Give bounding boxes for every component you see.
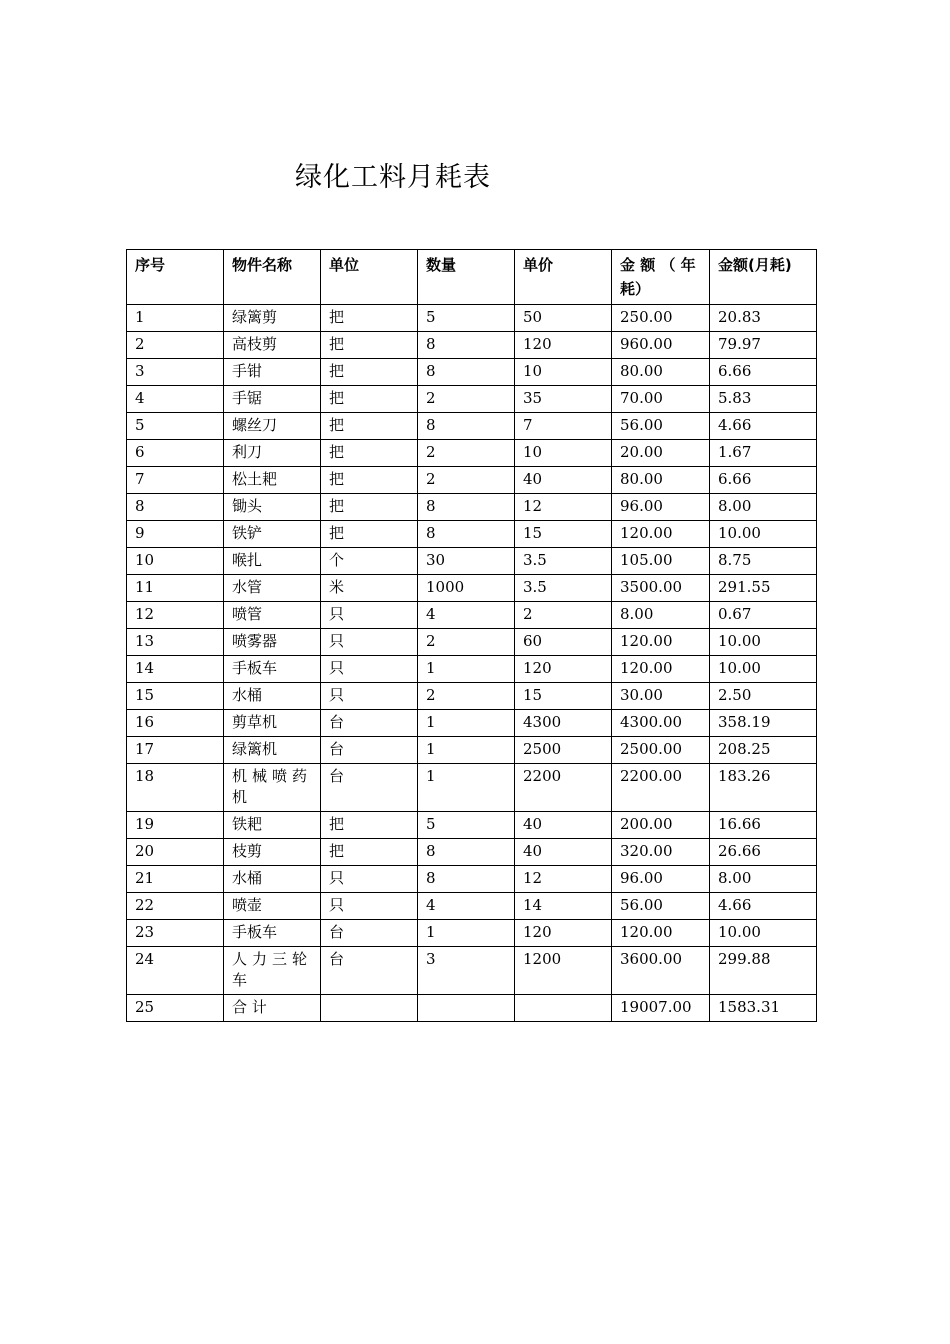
cell-serial: 24 [127,947,224,995]
cell-quantity: 1 [418,737,515,764]
cell-unit-price: 2200 [515,764,612,812]
cell-annual-amount: 3500.00 [612,575,710,602]
cell-unit: 台 [321,920,418,947]
cell-monthly-amount: 4.66 [710,893,817,920]
cell-unit-price: 40 [515,839,612,866]
cell-monthly-amount: 2.50 [710,683,817,710]
cell-serial: 6 [127,440,224,467]
cell-item-name: 铁耙 [224,812,321,839]
table-row [127,629,817,656]
cell-item-name: 锄头 [224,494,321,521]
cell-monthly-amount: 10.00 [710,920,817,947]
cell-unit: 台 [321,947,418,995]
cell-unit: 把 [321,359,418,386]
cell-quantity: 8 [418,521,515,548]
cell-quantity: 1 [418,920,515,947]
cell-quantity: 1 [418,656,515,683]
cell-monthly-amount: 6.66 [710,359,817,386]
cell-quantity: 5 [418,812,515,839]
cell-serial: 15 [127,683,224,710]
table-row [127,305,817,332]
cell-quantity: 3 [418,947,515,995]
cell-serial: 21 [127,866,224,893]
cell-serial: 25 [127,995,224,1022]
cell-item-name: 利刀 [224,440,321,467]
cell-unit: 把 [321,521,418,548]
table-row [127,521,817,548]
header-monthly-amount: 金额(月耗) [710,250,817,305]
cell-item-name: 水管 [224,575,321,602]
cell-serial: 8 [127,494,224,521]
cell-unit: 把 [321,332,418,359]
cell-unit-price: 15 [515,683,612,710]
cell-quantity: 8 [418,332,515,359]
table-row [127,440,817,467]
header-serial: 序号 [127,250,224,305]
cell-monthly-amount: 79.97 [710,332,817,359]
cell-unit: 把 [321,467,418,494]
cell-serial: 1 [127,305,224,332]
cell-serial: 18 [127,764,224,812]
cell-quantity: 8 [418,866,515,893]
cell-item-name: 手板车 [224,656,321,683]
table-row [127,413,817,440]
cell-quantity: 2 [418,629,515,656]
cell-serial: 5 [127,413,224,440]
cell-serial: 13 [127,629,224,656]
cell-serial: 14 [127,656,224,683]
cell-annual-amount: 80.00 [612,467,710,494]
cell-monthly-amount: 4.66 [710,413,817,440]
cell-unit-price: 2500 [515,737,612,764]
cell-item-name: 螺丝刀 [224,413,321,440]
cell-quantity: 4 [418,602,515,629]
header-annual-amount: 金 额 （ 年耗） [612,250,710,305]
cell-unit-price: 1200 [515,947,612,995]
table-row [127,920,817,947]
cell-item-name: 高枝剪 [224,332,321,359]
cell-annual-amount: 320.00 [612,839,710,866]
cell-unit-price: 40 [515,467,612,494]
cell-item-name: 水桶 [224,683,321,710]
cell-unit-price: 10 [515,359,612,386]
table-row [127,737,817,764]
cell-unit-price: 12 [515,494,612,521]
cell-quantity: 8 [418,839,515,866]
cell-monthly-amount: 183.26 [710,764,817,812]
cell-annual-amount: 96.00 [612,866,710,893]
material-consumption-table [126,249,817,1022]
cell-quantity [418,995,515,1022]
cell-serial: 11 [127,575,224,602]
cell-unit: 把 [321,413,418,440]
cell-quantity: 8 [418,413,515,440]
cell-quantity: 2 [418,683,515,710]
cell-serial: 17 [127,737,224,764]
cell-unit-price: 60 [515,629,612,656]
cell-monthly-amount: 5.83 [710,386,817,413]
cell-item-name: 机械喷药机 [224,764,321,812]
cell-unit-price: 120 [515,332,612,359]
cell-quantity: 2 [418,386,515,413]
table-row [127,812,817,839]
cell-serial: 23 [127,920,224,947]
cell-quantity: 1 [418,764,515,812]
cell-unit: 把 [321,812,418,839]
table-row [127,386,817,413]
table-row [127,332,817,359]
header-quantity: 数量 [418,250,515,305]
cell-annual-amount: 120.00 [612,920,710,947]
cell-unit: 只 [321,629,418,656]
cell-unit: 台 [321,710,418,737]
cell-unit-price: 3.5 [515,548,612,575]
cell-unit-price: 7 [515,413,612,440]
cell-monthly-amount: 291.55 [710,575,817,602]
cell-annual-amount: 2500.00 [612,737,710,764]
cell-annual-amount: 120.00 [612,521,710,548]
cell-monthly-amount: 26.66 [710,839,817,866]
cell-quantity: 2 [418,467,515,494]
cell-item-name: 水桶 [224,866,321,893]
cell-unit-price: 35 [515,386,612,413]
cell-monthly-amount: 16.66 [710,812,817,839]
cell-item-name: 人力三轮车 [224,947,321,995]
header-item-name: 物件名称 [224,250,321,305]
cell-annual-amount: 250.00 [612,305,710,332]
cell-annual-amount: 96.00 [612,494,710,521]
cell-annual-amount: 960.00 [612,332,710,359]
cell-unit: 米 [321,575,418,602]
cell-monthly-amount: 1.67 [710,440,817,467]
table-row [127,683,817,710]
cell-item-name: 手板车 [224,920,321,947]
cell-annual-amount: 80.00 [612,359,710,386]
cell-annual-amount: 56.00 [612,893,710,920]
cell-item-name: 松土耙 [224,467,321,494]
cell-monthly-amount: 299.88 [710,947,817,995]
cell-quantity: 2 [418,440,515,467]
cell-monthly-amount: 20.83 [710,305,817,332]
cell-unit: 只 [321,866,418,893]
cell-monthly-amount: 10.00 [710,521,817,548]
cell-unit: 把 [321,305,418,332]
cell-serial: 22 [127,893,224,920]
cell-annual-amount: 56.00 [612,413,710,440]
cell-unit: 只 [321,602,418,629]
table-row [127,494,817,521]
cell-quantity: 4 [418,893,515,920]
cell-unit-price: 4300 [515,710,612,737]
cell-item-name: 合 计 [224,995,321,1022]
header-unit: 单位 [321,250,418,305]
cell-quantity: 8 [418,359,515,386]
cell-item-name: 铁铲 [224,521,321,548]
cell-item-name: 绿篱剪 [224,305,321,332]
cell-unit-price: 50 [515,305,612,332]
table-header-row [127,250,817,305]
cell-annual-amount: 120.00 [612,629,710,656]
cell-unit: 个 [321,548,418,575]
cell-unit-price: 120 [515,656,612,683]
cell-serial: 12 [127,602,224,629]
table-row [127,359,817,386]
table-row [127,893,817,920]
cell-annual-amount: 200.00 [612,812,710,839]
cell-annual-amount: 20.00 [612,440,710,467]
table-row [127,656,817,683]
cell-item-name: 喷管 [224,602,321,629]
cell-unit-price: 3.5 [515,575,612,602]
cell-monthly-amount: 1583.31 [710,995,817,1022]
cell-unit-price [515,995,612,1022]
cell-monthly-amount: 8.00 [710,494,817,521]
cell-unit-price: 12 [515,866,612,893]
cell-serial: 16 [127,710,224,737]
table-row [127,467,817,494]
cell-monthly-amount: 8.75 [710,548,817,575]
cell-unit: 台 [321,764,418,812]
cell-annual-amount: 30.00 [612,683,710,710]
cell-unit-price: 40 [515,812,612,839]
cell-unit [321,995,418,1022]
cell-annual-amount: 105.00 [612,548,710,575]
cell-quantity: 1 [418,710,515,737]
cell-annual-amount: 3600.00 [612,947,710,995]
cell-item-name: 剪草机 [224,710,321,737]
cell-monthly-amount: 10.00 [710,656,817,683]
cell-quantity: 30 [418,548,515,575]
cell-unit-price: 10 [515,440,612,467]
cell-unit: 只 [321,893,418,920]
cell-unit: 把 [321,494,418,521]
cell-item-name: 手锯 [224,386,321,413]
cell-item-name: 喉扎 [224,548,321,575]
cell-item-name: 喷雾器 [224,629,321,656]
cell-serial: 9 [127,521,224,548]
cell-unit: 只 [321,656,418,683]
cell-item-name: 枝剪 [224,839,321,866]
table-row [127,602,817,629]
table-row [127,947,817,995]
cell-serial: 19 [127,812,224,839]
cell-item-name: 绿篱机 [224,737,321,764]
cell-serial: 10 [127,548,224,575]
table-row [127,764,817,812]
cell-unit-price: 2 [515,602,612,629]
cell-annual-amount: 2200.00 [612,764,710,812]
table-body [127,305,817,1022]
cell-annual-amount: 4300.00 [612,710,710,737]
cell-monthly-amount: 10.00 [710,629,817,656]
cell-unit: 把 [321,386,418,413]
cell-annual-amount: 19007.00 [612,995,710,1022]
cell-unit-price: 14 [515,893,612,920]
cell-unit: 台 [321,737,418,764]
cell-monthly-amount: 6.66 [710,467,817,494]
page-title: 绿化工料月耗表 [295,162,491,193]
cell-unit-price: 120 [515,920,612,947]
table-row [127,995,817,1022]
cell-quantity: 1000 [418,575,515,602]
table-row [127,548,817,575]
header-unit-price: 单价 [515,250,612,305]
table-row [127,866,817,893]
cell-unit: 把 [321,440,418,467]
cell-serial: 4 [127,386,224,413]
cell-quantity: 8 [418,494,515,521]
cell-serial: 20 [127,839,224,866]
cell-serial: 2 [127,332,224,359]
cell-unit: 只 [321,683,418,710]
cell-annual-amount: 70.00 [612,386,710,413]
cell-unit-price: 15 [515,521,612,548]
cell-quantity: 5 [418,305,515,332]
cell-item-name: 喷壶 [224,893,321,920]
table-row [127,710,817,737]
cell-monthly-amount: 358.19 [710,710,817,737]
cell-monthly-amount: 208.25 [710,737,817,764]
cell-monthly-amount: 8.00 [710,866,817,893]
cell-annual-amount: 120.00 [612,656,710,683]
cell-annual-amount: 8.00 [612,602,710,629]
table-row [127,839,817,866]
table-row [127,575,817,602]
cell-item-name: 手钳 [224,359,321,386]
cell-monthly-amount: 0.67 [710,602,817,629]
cell-serial: 3 [127,359,224,386]
cell-serial: 7 [127,467,224,494]
cell-unit: 把 [321,839,418,866]
